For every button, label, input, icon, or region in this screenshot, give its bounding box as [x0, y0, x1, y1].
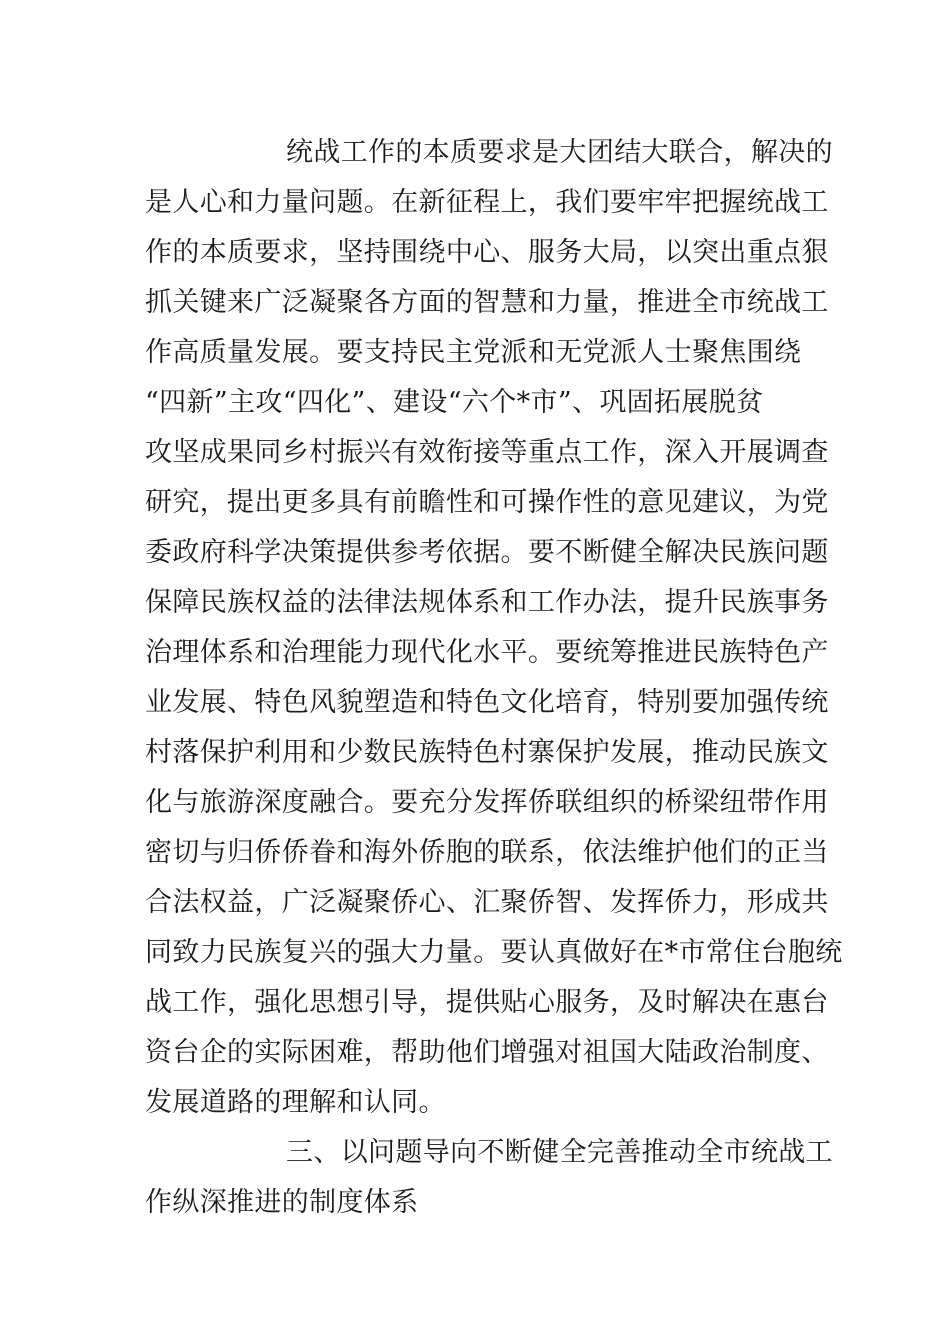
heading-line: 三、以问题导向不断健全完善推动全市统战工 [286, 1137, 833, 1168]
paragraph-line: 化与旅游深度融合。要充分发挥侨联组织的桥梁纽带作用 [145, 787, 829, 818]
paragraph-line: 委政府科学决策提供参考依据。要不断健全解决民族问题 [145, 537, 829, 568]
paragraph-line: 发展道路的理解和认同。 [145, 1087, 446, 1118]
paragraph-line: 作的本质要求，坚持围绕中心、服务大局，以突出重点狠 [145, 237, 829, 268]
paragraph-line: 密切与归侨侨眷和海外侨胞的联系，依法维护他们的正当 [145, 837, 829, 868]
paragraph-line: 业发展、特色风貌塑造和特色文化培育，特别要加强传统 [145, 687, 829, 718]
paragraph-line: 资台企的实际困难，帮助他们增强对祖国大陆政治制度、 [145, 1037, 829, 1068]
paragraph-line: 村落保护利用和少数民族特色村寨保护发展，推动民族文 [145, 737, 829, 768]
paragraph-line: 战工作，强化思想引导，提供贴心服务，及时解决在惠台 [145, 987, 829, 1018]
paragraph-line: 攻坚成果同乡村振兴有效衔接等重点工作，深入开展调查 [145, 437, 829, 468]
paragraph-line: 治理体系和治理能力现代化水平。要统筹推进民族特色产 [145, 637, 829, 668]
paragraph-line: 研究，提出更多具有前瞻性和可操作性的意见建议，为党 [145, 487, 829, 518]
heading-line: 作纵深推进的制度体系 [145, 1187, 419, 1218]
paragraph-line: 合法权益，广泛凝聚侨心、汇聚侨智、发挥侨力，形成共 [145, 887, 829, 918]
paragraph-line: 同致力民族复兴的强大力量。要认真做好在*市常住台胞统 [145, 937, 843, 968]
paragraph-line: 统战工作的本质要求是大团结大联合，解决的 [286, 137, 833, 168]
paragraph-line: 抓关键来广泛凝聚各方面的智慧和力量，推进全市统战工 [145, 287, 829, 318]
paragraph-line: 是人心和力量问题。在新征程上，我们要牢牢把握统战工 [145, 187, 829, 218]
paragraph-line: 保障民族权益的法律法规体系和工作办法，提升民族事务 [145, 587, 829, 618]
paragraph-line: “四新”主攻“四化”、建设“六个*市”、巩固拓展脱贫 [145, 387, 764, 418]
paragraph-line: 作高质量发展。要支持民主党派和无党派人士聚焦围绕 [145, 337, 802, 368]
